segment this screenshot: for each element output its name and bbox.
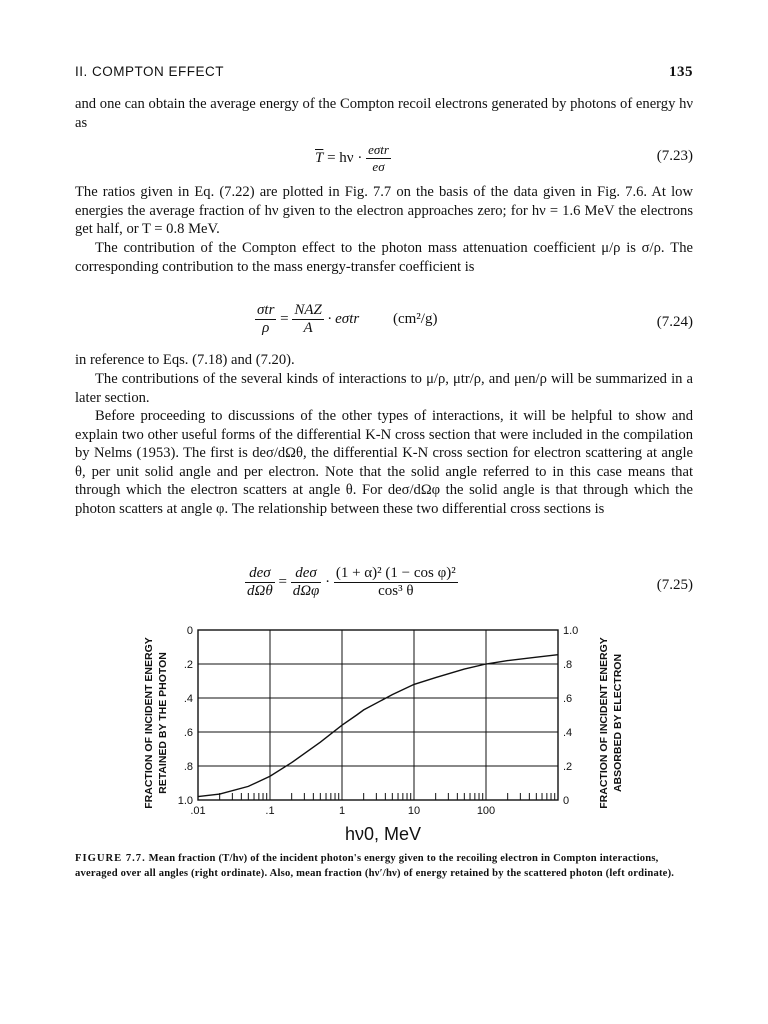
left-tick-label: .8 — [183, 761, 193, 773]
eq725-lnum: deσ — [245, 565, 275, 583]
eq723-mid: = hν · — [327, 149, 363, 166]
eq725-lden: dΩθ — [247, 583, 273, 599]
equation-7-24: $\frac{\text{σtr}}{\rho}$ = $\frac{\text{NAZ}}{A}$ · eσtr (cm²/g) (7.24) — [257, 302, 693, 336]
caption-label: FIGURE 7.7. — [75, 853, 146, 864]
right-axis-tick-labels — [563, 625, 578, 807]
left-axis-label-1: FRACTION OF INCIDENT ENERGY — [143, 637, 155, 809]
x-tick-label: .1 — [265, 805, 275, 817]
x-axis-tick-labels — [190, 805, 495, 817]
eq724-rnum: NAZ — [294, 302, 322, 318]
left-tick-label: 0 — [186, 625, 193, 637]
compton-fraction-curve — [198, 655, 558, 797]
figure-caption — [75, 852, 693, 881]
paragraph-6: Before proceeding to discussions of the other types of interactions, it will be helpful to show and explain two other useful forms of the differential K-N cross section that were included in the compilation by Nelms (1953). The first is deσ/dΩθ, the differential K-N cross section for electron scattering at angle θ, per unit solid angle and per electron. Note that the solid angle referred to in this case means that through which the electron scatters at angle θ. For deσ/dΩφ the solid angle is that through which the photon scatters at angle φ. The relationship between these two differential cross sections is — [75, 408, 693, 517]
chart-grid — [198, 630, 558, 800]
eq724-units: (cm²/g) — [392, 310, 438, 327]
section-title: II. COMPTON EFFECT — [75, 64, 225, 79]
eq724-lnum: σtr — [257, 302, 275, 318]
figure-7-7-chart — [0, 600, 768, 850]
paragraph-1: and one can obtain the average energy of the Compton recoil electrons generated by photons of energy hν as — [75, 96, 693, 131]
eq724-rden: A — [303, 320, 313, 336]
eq725-rnum: (1 + α)² (1 − cos φ)² — [335, 565, 456, 581]
eq724-number: (7.24) — [656, 314, 693, 330]
paragraph-4: in reference to Eqs. (7.18) and (7.20). — [75, 352, 295, 368]
x-tick-label: 100 — [476, 805, 496, 817]
page-number: 135 — [669, 64, 693, 80]
paragraph-5: The contributions of the several kinds of interactions to μ/ρ, μtr/ρ, and μen/ρ will be summarized in a later section. — [75, 371, 693, 406]
paragraph-3: The contribution of the Compton effect to the photon mass attenuation coefficient μ/ρ is σ/ρ. The corresponding contribution to the mass energy-transfer coefficient is — [75, 240, 693, 275]
right-tick-label: .4 — [563, 727, 573, 739]
left-tick-label: .4 — [183, 693, 193, 705]
right-tick-label: 0 — [563, 795, 570, 807]
right-tick-label: .8 — [563, 659, 573, 671]
chart-frame — [198, 630, 558, 800]
right-tick-label: .6 — [563, 693, 573, 705]
left-axis-tick-labels — [178, 625, 193, 807]
left-tick-label: .2 — [183, 659, 193, 671]
x-tick-label: .01 — [190, 805, 206, 817]
x-tick-label: 1 — [338, 805, 346, 817]
right-tick-label: .2 — [563, 761, 573, 773]
eq725-number: (7.25) — [656, 577, 693, 593]
eq724-lden: ρ — [262, 320, 270, 336]
eq725-rden: cos³ θ — [378, 583, 414, 599]
paragraph-2: The ratios given in Eq. (7.22) are plotted in Fig. 7.7 on the basis of the data given in Fig. 7.6. At low energies the average fraction of hν given to the electron approaches zero; for hν = 1.6 MeV the electrons get half, or T = 0.8 MeV. — [75, 184, 693, 238]
eq725-mden: dΩφ — [292, 583, 320, 599]
x-axis-label: hν0, MeV — [344, 824, 422, 844]
left-tick-label: 1.0 — [177, 795, 193, 807]
equation-7-23 — [75, 138, 693, 178]
right-axis-label-2: ABSORBED BY ELECTRON — [612, 653, 624, 793]
right-axis-label-1: FRACTION OF INCIDENT ENERGY — [598, 637, 610, 809]
eq723-den: eσ — [372, 159, 385, 174]
running-header — [75, 64, 693, 84]
eq723-number: (7.23) — [656, 148, 693, 164]
left-tick-label: .6 — [183, 727, 193, 739]
eq725-mnum: deσ — [291, 565, 322, 583]
eq724-tail: · eσtr — [327, 310, 360, 327]
left-axis-label-2: RETAINED BY THE PHOTON — [157, 652, 169, 794]
caption-text: Mean fraction (T/hν) of the incident photon's energy given to the recoiling electron in Compton interactions, averaged over all angles (right ordinate). Also, mean fraction (hν′/hν) of energy retained by the scattered photon (left ordinate). — [75, 853, 675, 879]
right-tick-label: 1.0 — [563, 625, 579, 637]
eq723-num: eσtr — [368, 142, 389, 157]
eq723-lhs: $\overline{T}$ — [315, 149, 324, 166]
equation-7-25: $\frac{\text{deσ}}{\text{dΩθ}}$ = $\frac{\text{deσ}}{\text{dΩφ}}$ · $\frac{\text{(1 + α)² (1 − cos φ)²}}{\text{cos³ θ}}$ (7.25) — [247, 565, 693, 599]
x-tick-label: 10 — [407, 805, 421, 817]
